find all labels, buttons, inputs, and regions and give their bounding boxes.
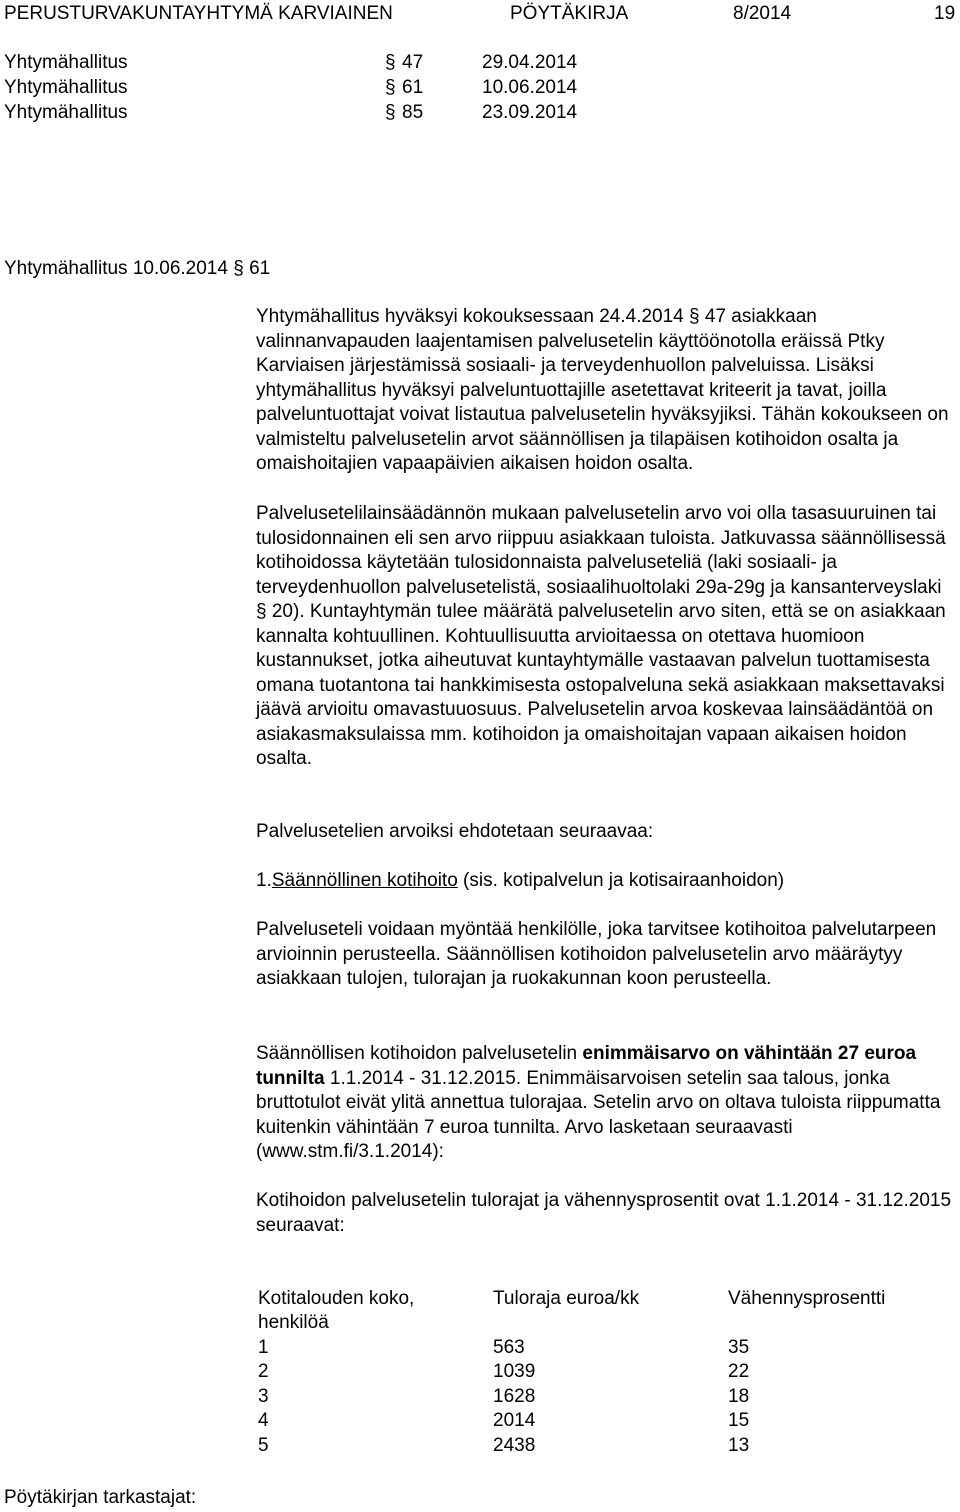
paragraph-income-limits: Kotihoidon palvelusetelin tulorajat ja vähennysprosentit ovat 1.1.2014 - 31.12.2015 seuraavat: (256, 1190, 952, 1236)
section-icon: § (256, 601, 267, 622)
meeting-reference: Yhtymähallitus 10.06.2014 § 61 (4, 258, 271, 279)
table-cell: 35 (728, 1337, 750, 1358)
table-cell: 3 (258, 1386, 269, 1407)
footer-reviewers-label: Pöytäkirjan tarkastajat: (4, 1487, 197, 1508)
document-number: 8/2014 (733, 3, 792, 24)
table-cell: 2438 (493, 1435, 536, 1456)
table-cell: 2014 (493, 1410, 536, 1431)
table-cell: 13 (728, 1435, 750, 1456)
table-header: Kotitalouden koko, (258, 1288, 415, 1309)
table-cell: 18 (728, 1386, 750, 1407)
paragraph-intro: Yhtymähallitus hyväksyi kokouksessaan 24.4.2014 § 47 asiakkaan valinnanvapauden laajentamisen palvelusetelin käyttöönotolla eräissä Ptky Karviaisen järjestämissä sosiaali- ja terveydenhuollon palveluissa. Lisäksi yhtymähallitus hyväksyi palveluntuottajille asetettavat kriteerit ja tavat, joilla palveluntuottajat voivat listautua palvelusetelin hyväksyjiksi. Tähän kokoukseen on valmisteltu palvelusetelin arvot säännöllisen ja tilapäisen kotihoidon osalta ja omaishoitajien vapaapäivien aikaisen hoidon osalta. (256, 306, 949, 474)
item-title: Säännöllinen kotihoito (271, 870, 458, 891)
max-value-emphasis: enimmäisarvo on vähintään 27 euroa tunnilta (256, 1043, 917, 1089)
document-type: PÖYTÄKIRJA (510, 3, 629, 24)
paragraph-proposal: Palvelusetelien arvoiksi ehdotetaan seuraavaa: (256, 821, 654, 842)
table-cell: 4 (258, 1410, 269, 1431)
item-heading: 1.Säännöllinen kotihoito (sis. kotipalvelun ja kotisairaanhoidon) (256, 870, 785, 891)
table-cell: 5 (258, 1435, 269, 1456)
table-cell: 2 (258, 1361, 269, 1382)
section-icon: § (385, 102, 396, 123)
section-icon: § (385, 52, 396, 73)
organization-name: PERUSTURVAKUNTAYHTYMÄ KARVIAINEN (4, 3, 393, 24)
paragraph-legislation: Palvelusetelilainsäädännön mukaan palvelusetelin arvo voi olla tasasuuruinen tai tulosidonnainen eli sen arvo riippuu asiakkaan tuloista. Jatkuvassa säännöllisessä kotihoidossa käytetään tulosidonnaista palveluseteliä (laki sosiaali- ja terveydenhuollon palvelusetelistä, sosiaalihuoltolaki 29a-29g ja kansanterveyslaki § 20). Kuntayhtymän tulee määrätä palvelusetelin arvo siten, että se on asiakkaan kannalta kohtuullinen. Kohtuullisuutta arvioitaessa on otettava huomioon kustannukset, jotka aiheutuvat kuntayhtymälle vastaavan palvelun tuottamisesta omana tuotantona tai hankkimisesta ostopalveluna sekä asiakkaan maksettavaksi jäävä arvioitu omavastuuosuus. Palvelusetelin arvoa koskevaa lainsäädäntöä on asiakasmaksulaissa mm. kotihoidon ja omaishoitajan vapaan aikaisen hoidon osalta. (256, 503, 946, 769)
table-header: Vähennysprosentti (728, 1288, 886, 1309)
paragraph-eligibility: Palveluseteli voidaan myöntää henkilölle, joka tarvitsee kotihoitoa palvelutarpeen arvioinnin perusteella. Säännöllisen kotihoidon palvelusetelin arvo määräytyy asiakkaan tulojen, tulorajan ja ruokakunnan koon perusteella. (256, 919, 937, 989)
table-cell: 1039 (493, 1361, 536, 1382)
table-cell: 15 (728, 1410, 750, 1431)
page-number: 19 (934, 3, 956, 24)
section-icon: § (385, 77, 396, 98)
table-cell: 563 (493, 1337, 525, 1358)
table-header: henkilöä (258, 1312, 329, 1333)
table-cell: 22 (728, 1361, 750, 1382)
section-icon: § (689, 306, 700, 327)
table-header: Tuloraja euroa/kk (493, 1288, 640, 1309)
paragraph-max-value: Säännöllisen kotihoidon palvelusetelin enimmäisarvo on vähintään 27 euroa tunnilta 1.1.2014 - 31.12.2015. Enimmäisarvoisen setelin saa talous, jonka bruttotulot eivät ylitä annettua tulorajaa. Setelin arvo on oltava tuloista riippumatta kuitenkin vähintään 7 euroa tunnilta. Arvo lasketaan seuraavasti (www.stm.fi/3.1.2014): (256, 1043, 941, 1162)
section-icon: § (233, 258, 244, 279)
table-cell: 1628 (493, 1386, 536, 1407)
table-cell: 1 (258, 1337, 269, 1358)
